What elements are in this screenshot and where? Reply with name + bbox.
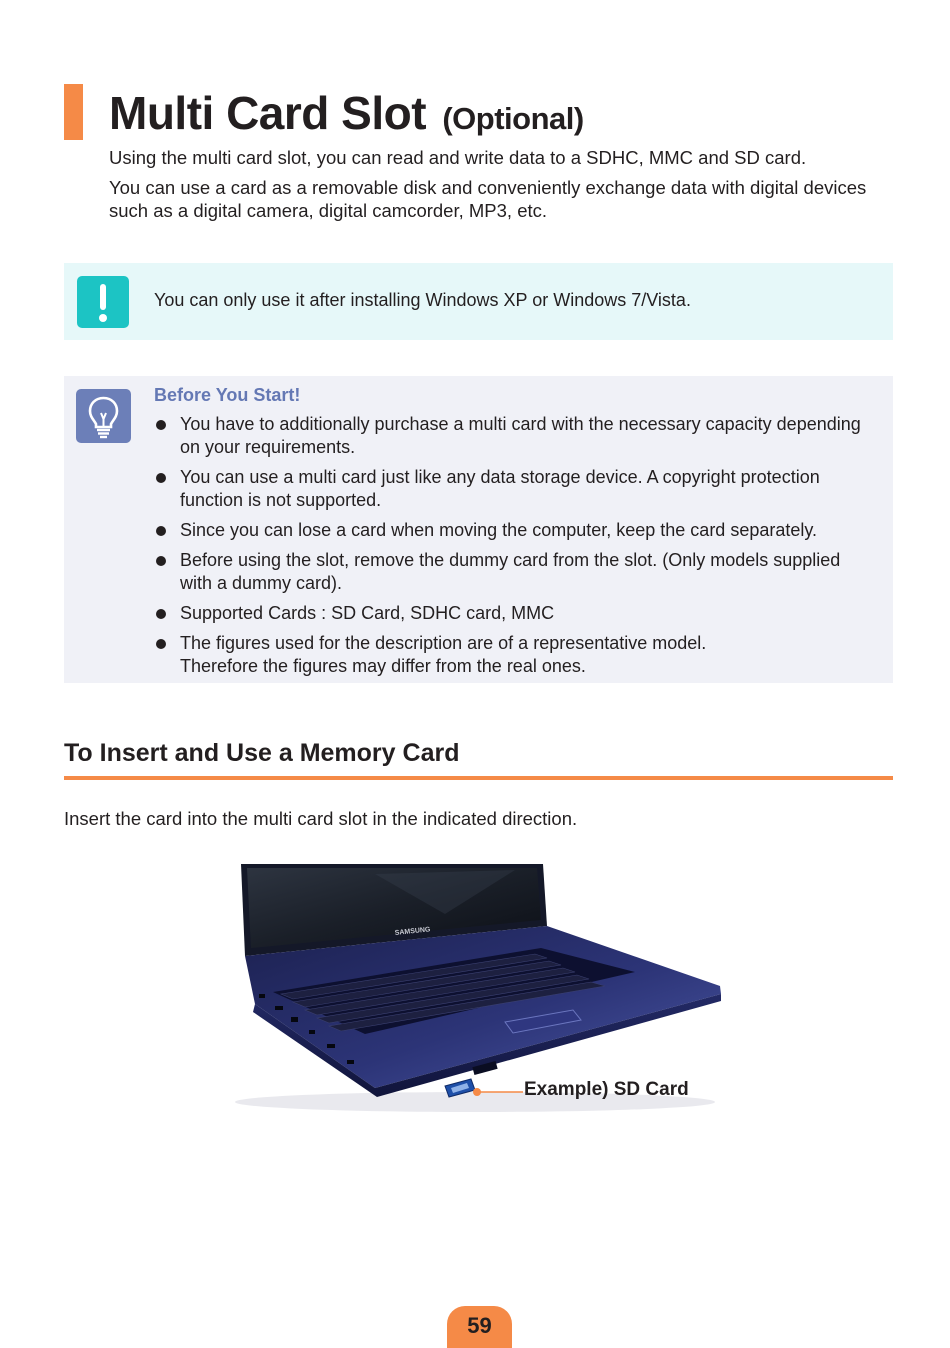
tip-heading: Before You Start! xyxy=(154,385,301,405)
list-item: The figures used for the description are of a representative model. Therefore the figures may differ from the real ones. xyxy=(154,632,874,678)
page-number-tab xyxy=(447,1306,512,1348)
note-box xyxy=(64,263,893,340)
list-item: You can use a multi card just like any data storage device. A copyright protection function is not supported. xyxy=(154,466,874,512)
intro-text xyxy=(109,146,909,229)
page-title-optional: (Optional) xyxy=(442,101,584,136)
list-item: Before using the slot, remove the dummy card from the slot. (Only models supplied with a dummy card). xyxy=(154,549,874,595)
sd-card-callout: Example) SD Card xyxy=(524,1079,689,1100)
exclamation-icon xyxy=(77,276,129,328)
laptop-brand: SAMSUNG xyxy=(394,926,431,937)
page-title-main: Multi Card Slot xyxy=(109,87,427,139)
title-accent-bar xyxy=(64,84,83,140)
tip-list xyxy=(154,413,874,685)
page-number: 59 xyxy=(467,1313,492,1338)
list-item: Supported Cards : SD Card, SDHC card, MMC xyxy=(154,602,874,625)
list-item: You have to additionally purchase a multi card with the necessary capacity depending on your requirements. xyxy=(154,413,874,459)
section-body-text: Insert the card into the multi card slot in the indicated direction. xyxy=(64,808,578,829)
note-text: You can only use it after installing Windows XP or Windows 7/Vista. xyxy=(154,290,691,310)
intro-paragraph: Using the multi card slot, you can read and write data to a SDHC, MMC and SD card. xyxy=(109,147,807,168)
tip-box xyxy=(64,376,893,683)
section-divider xyxy=(64,776,893,780)
list-item: Since you can lose a card when moving the computer, keep the card separately. xyxy=(154,519,874,542)
lightbulb-icon xyxy=(76,389,131,443)
page-title xyxy=(109,86,584,140)
intro-paragraph: You can use a card as a removable disk and conveniently exchange data with digital devices such as a digital camera, digital camcorder, MP3, etc. xyxy=(109,177,867,221)
section-heading: To Insert and Use a Memory Card xyxy=(64,739,460,767)
